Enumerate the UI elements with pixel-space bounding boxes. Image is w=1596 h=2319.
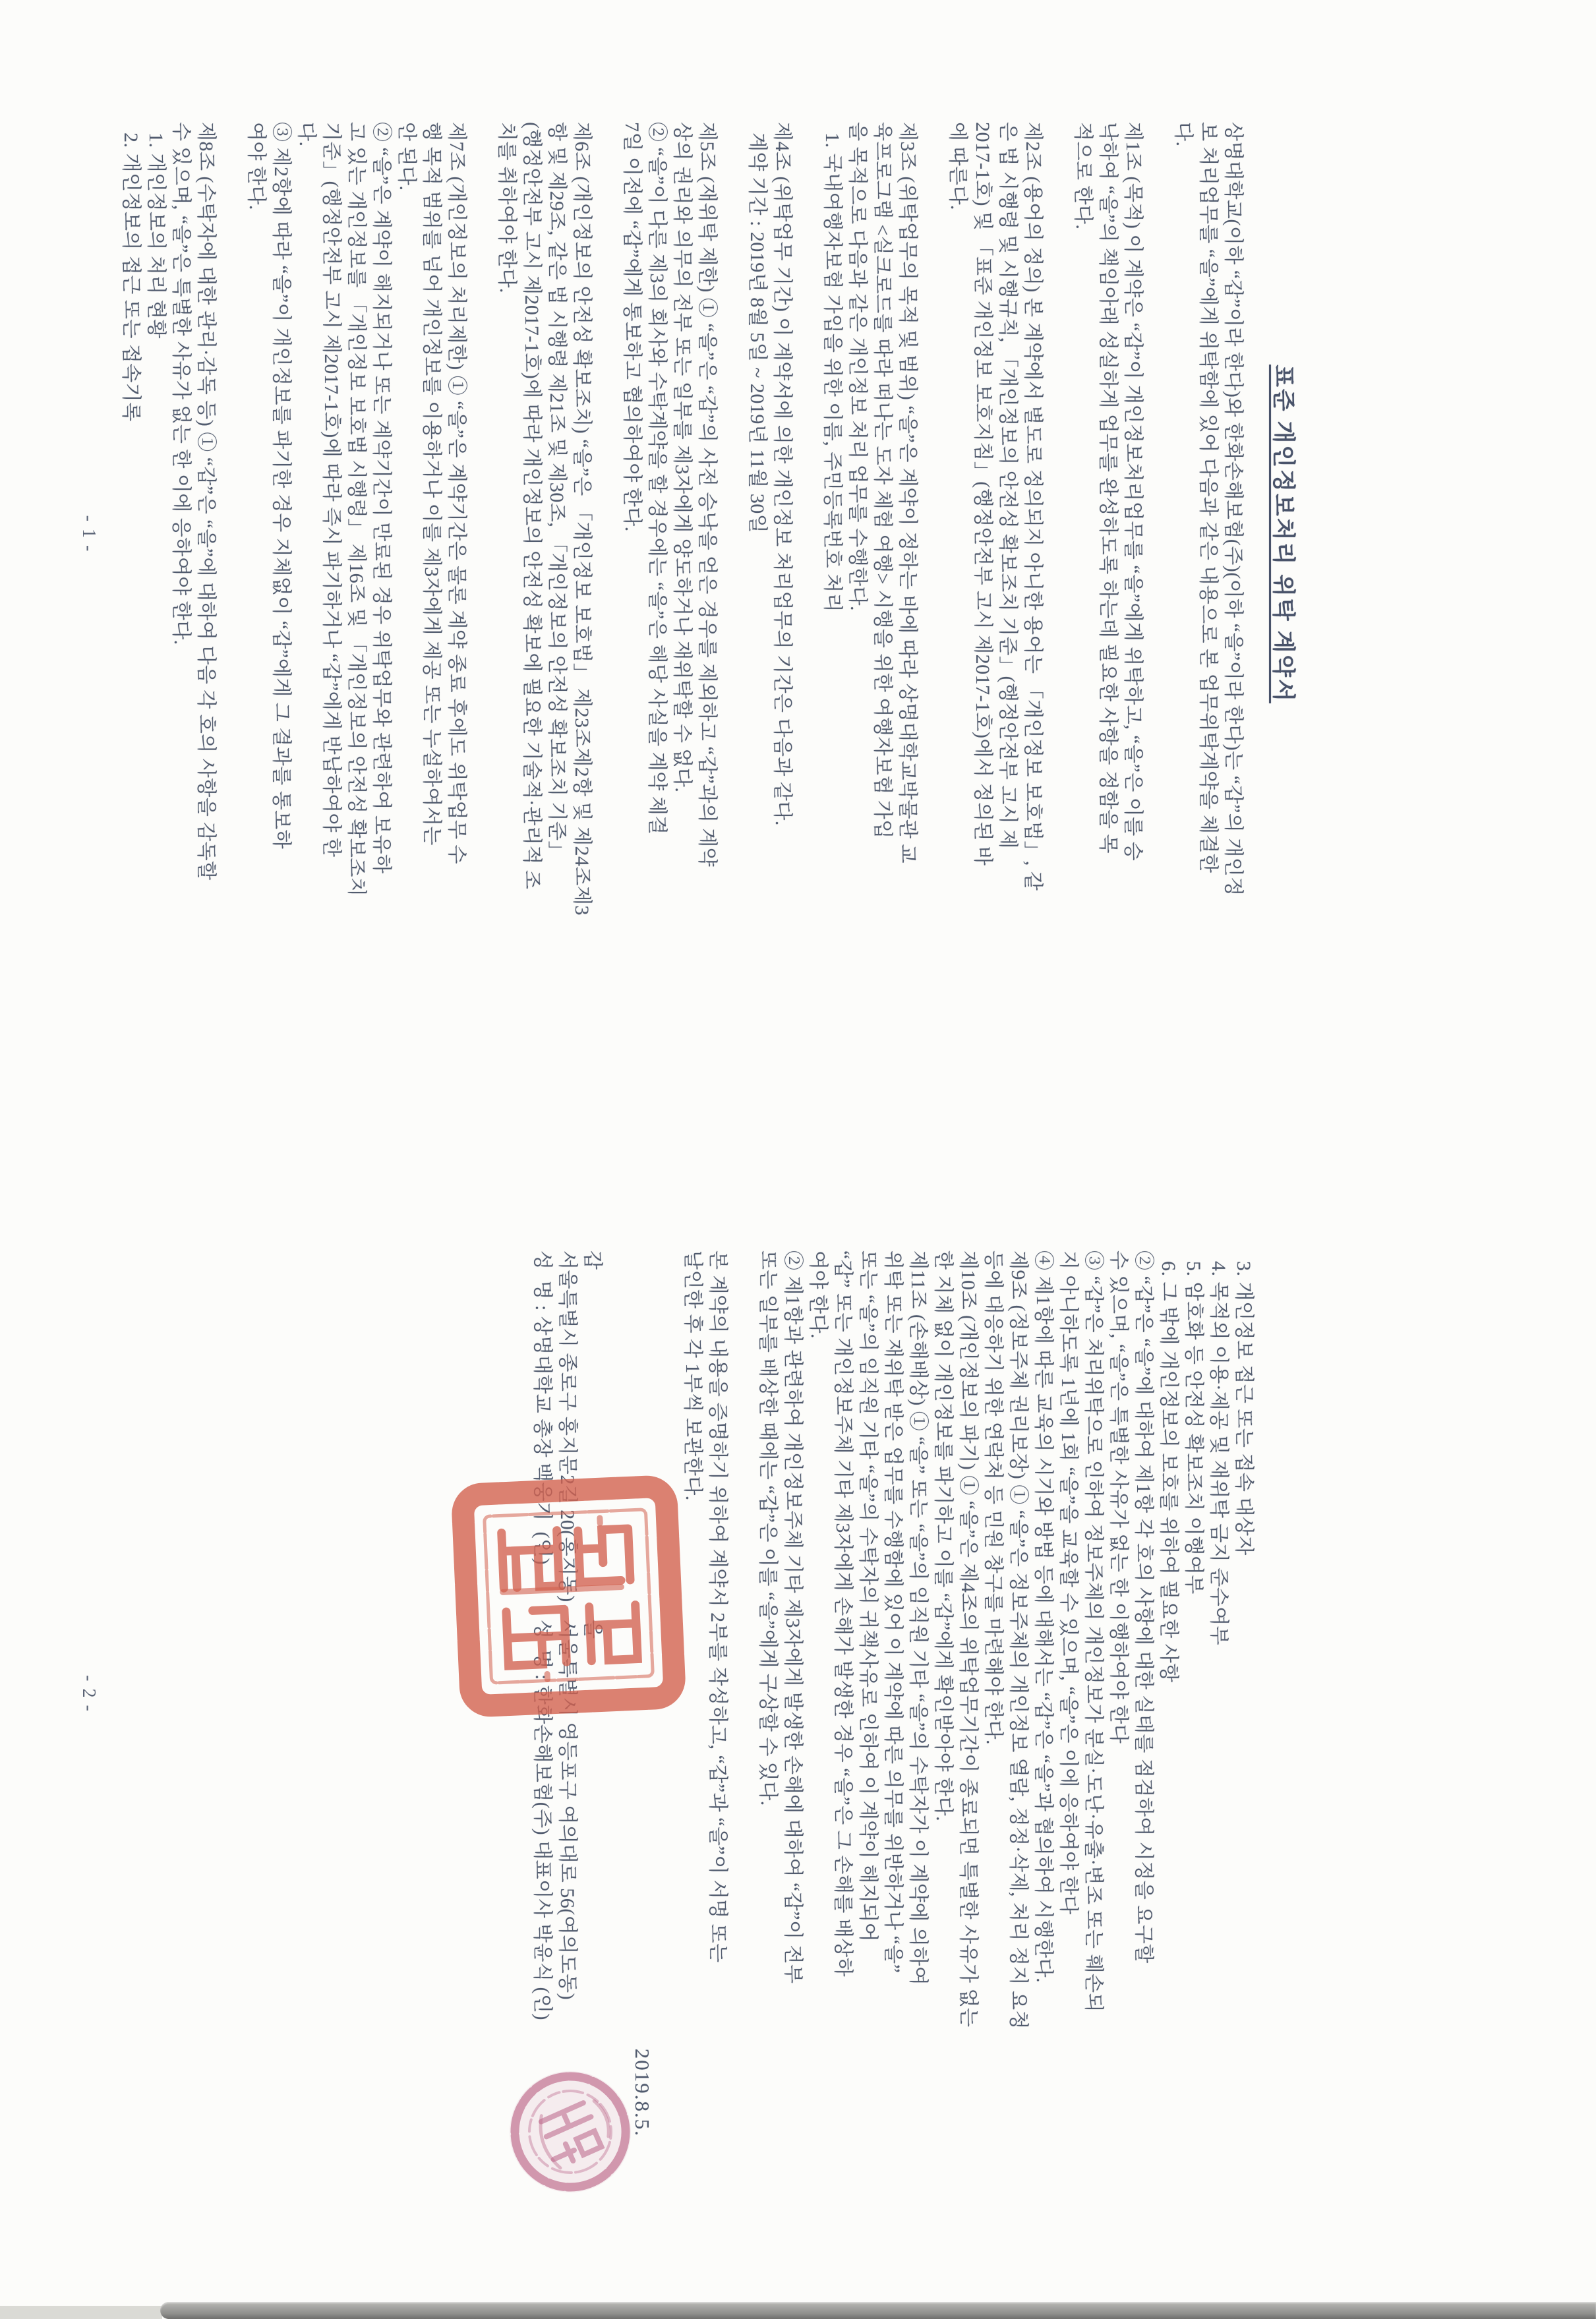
contract-line: 상명대학교(이하 “갑”이라 한다)와 한화손해보험(주)(이하 “을”이라 한다)는 “갑”의 개인정 (1222, 122, 1244, 896)
contract-line: 6. 그 밖에 개인정보의 보호를 위하여 필요한 사항 (1158, 1250, 1179, 1683)
contract-line: 상의 권리와 의무의 전부 또는 일부를 제3자에게 양도하거나 재위탁할 수 없다. (671, 122, 693, 793)
contract-line: 등에 대응하기 위한 연락처 등 민원 창구를 마련해야 한다. (982, 1250, 1004, 1746)
spacer-line (469, 122, 494, 946)
page-2-body (655, 1250, 1256, 2137)
contract-line: ② “을”이 다른 제3의 회사와 수탁계약을 할 경우에는 “을”은 해당 사실을 계약 체결 (646, 122, 668, 835)
contract-line: 7일 이전에 “갑”에게 통보하고 협의하여야 한다. (621, 122, 643, 532)
contract-line: 2017-1호) 및 「표준 개인정보 보호지침」(행정안전부 고시 제2017-1호)에서 정의된 바 (972, 122, 993, 866)
university-square-seal-stamp (450, 1474, 687, 1719)
spacer-line (719, 122, 744, 946)
scanner-edge-shadow (0, 2306, 162, 2319)
contract-line: 안 된다. (396, 122, 417, 191)
spacer-line (594, 122, 619, 946)
scanner-edge-bar (160, 2302, 1596, 2319)
party-eul-address: 서울특별시 영등포구 여의대로 56(여의도동) (556, 1620, 578, 2001)
contract-line: 2. 개인정보의 접근 또는 접속기록 (120, 122, 142, 422)
spacer-line (1045, 122, 1070, 946)
scanner-edge-area (0, 2302, 1596, 2319)
contract-line: 을 목적으로 다음과 같은 개인정보 처리 업무를 수행한다. (846, 122, 868, 612)
contract-line: ③ 제2항에 따라 “을”이 개인정보를 파기한 경우 지체없이 “갑”에게 그 결과를 통보하 (270, 122, 292, 850)
contract-line: 제4조 (위탁업무 기간) 이 계약서에 의한 개인정보 처리업무의 기간은 다음과 같다. (771, 122, 793, 826)
page-1-content (118, 122, 1295, 946)
contract-line: 제7조 (개인정보의 처리제한) ① “을”은 계약기간은 물론 계약 종료 후에도 위탁업무 수 (446, 122, 467, 864)
contract-line: 본 계약의 내용을 증명하기 위하여 계약서 2부를 작성하고, “갑”과 “을”이 서명 또는 (707, 1250, 728, 1963)
contract-line: “갑” 또는 개인정보주체 기타 제3자에게 손해가 발생한 경우 “을”은 그 손해를 배상하 (832, 1250, 854, 1978)
contract-title: 표준 개인정보처리 위탁 계약서 (1270, 365, 1296, 703)
contract-line: 1. 개인정보의 처리 현황 (145, 122, 167, 339)
spacer-line (218, 122, 243, 946)
contract-line: 제10조 (개인정보의 파기) ① “을”은 제4조의 위탁업무기간이 종료되면 특별한 사유가 없는 (957, 1250, 979, 2028)
contract-line: 수 있으며, “을”은 특별한 사유가 없는 한 이행하여야 한다 (1108, 1250, 1129, 1744)
spacer-line (1245, 122, 1270, 946)
contract-line: 계약 기간 : 2019년 8월 5일 ~ 2019년 11월 30일 (746, 122, 768, 534)
contract-line: 은 법 시행령 및 시행규칙, 「개인정보의 안전성 확보조치 기준」(행정안전부 고시 제 (997, 122, 1019, 849)
contract-line: 지 아니하도록 1년에 1회 “을”을 교육할 수 있으며, “을”은 이에 응하여야 한다 (1057, 1250, 1079, 1915)
contract-line: 적으로 한다. (1072, 122, 1094, 230)
contract-line: ④ 제1항에 따른 교육의 시기와 방법 등에 대해서는 “갑”은 “을”과 협의하여 시행한다. (1032, 1250, 1054, 1983)
page-number-1: - 1 - (78, 515, 99, 553)
contract-line: 제2조 (용어의 정의) 본 계약에서 별도로 정의되지 아니한 용어는 「개인정보 보호법」, 같 (1022, 122, 1044, 891)
contract-line: 제1조 (목적) 이 계약은 “갑”이 개인정보처리업무를 “을”에게 위탁하고, “을”은 이를 승 (1122, 122, 1144, 862)
party-gap-name: 성 명 : 상명대학교 총장 백웅기 (인) (531, 1250, 553, 1566)
spacer-line (920, 122, 945, 946)
contract-line: 낙하여 “을”의 책임아래 성실하게 업무를 완성하도록 하는데 필요한 사항을 정함을 목 (1097, 122, 1119, 854)
contract-line: 다. (1172, 122, 1194, 147)
contract-line: 또는 “을”의 임직원 기타 “을”의 수탁자의 귀책사유로 인하여 이 계약이 해지되어 (857, 1250, 879, 1943)
contract-line: 1. 국내여행자보험 가입을 위한 이름, 주민등록번호 처리 (821, 122, 843, 613)
contract-page-2 (0, 1129, 1596, 2257)
spacer-line (1145, 122, 1170, 946)
contract-line: 수 있으며, “을”은 특별한 사유가 없는 한 이에 응하여야 한다. (170, 122, 192, 645)
spacer-line (794, 122, 819, 946)
contract-line: (행정안전부 고시 제2017-1호)에 따라 개인정보의 안전성 확보에 필요한 기술적·관리적 조 (521, 122, 543, 890)
contract-line: 제8조 (수탁자에 대한 관리·감독 등) ① “갑”은 “을”에 대하여 다음 각 호의 사항을 감독할 (195, 122, 217, 881)
contract-line: 행 목적 범위를 넘어 개인정보를 이용하거나 이를 제3자에게 제공 또는 누설하여서는 (421, 122, 442, 846)
contract-line: 제5조 (재위탁 제한) ① “을”은 “갑”의 사전 승낙을 얻은 경우를 제외하고 “갑”과의 계약 (696, 122, 718, 867)
contract-line: 제11조 (손해배상) ① “을” 또는 “을”의 임직원 기타 “을”의 수탁자가 이 계약에 의하여 (907, 1250, 929, 1986)
contract-line: 제3조 (위탁업무의 목적 및 범위) “을”은 계약이 정하는 바에 따라 상명대학교박물관 교 (897, 122, 918, 864)
page-1-body (118, 122, 1245, 946)
contract-line: 여야 한다. (245, 122, 267, 210)
contract-line: 3. 개인정보 접근 또는 접속 대상자 (1233, 1250, 1255, 1556)
contract-line: ② “갑”은 “을”에 대하여 제1항 각 호의 사항에 대한 실태를 점검하여 시정을 요구할 (1133, 1250, 1154, 1964)
spacer-line (730, 1250, 755, 2137)
page-number-2: - 2 - (78, 1675, 99, 1713)
contract-line: 여야 한다. (807, 1250, 829, 1339)
contract-line: 고 있는 개인정보를 「개인정보 보호법 시행령」 제16조 및 「개인정보의 안전성 확보조치 (345, 122, 367, 897)
contract-line: 제9조 (정보주체 권리보장) ① “을”은 정보주체의 개인정보 열람, 정정·삭제, 처리 정지 요청 (1007, 1250, 1029, 2030)
contract-line: 에 따른다. (947, 122, 968, 210)
contract-line: 날인한 후 각 1부씩 보관한다. (682, 1250, 703, 1501)
contract-line: 다. (295, 122, 317, 147)
contract-line: 육프로그램 <실크로드를 따라 떠나는 도자 체험 여행> 시행을 위한 여행자보험 가입 (872, 122, 893, 839)
signing-date: 2019.8.5. (631, 2048, 654, 2137)
party-eul-label: 을 (581, 1620, 603, 1639)
contract-line: 기준」(행정안전부 고시 제2017-1호)에 따라 즉시 파기하거나 “갑”에게 반납하여야 한 (320, 122, 342, 858)
contract-line: 위탁 또는 재위탁 받은 업무를 수행함에 있어 이 계약에 따른 의무를 위반하거나 “을” (882, 1250, 904, 1974)
party-eul-name: 성 명 : 한화손해보험(주) 대표이사 박윤식 (인) (531, 1620, 553, 2020)
contract-line: 4. 목적외 이용·제공 및 재위탁 금지 준수여부 (1208, 1250, 1229, 1646)
contract-line: ② 제1항과 관련하여 개인정보주체 기타 제3자에게 발생한 손해에 대하여 “갑”이 전부 (782, 1250, 804, 1984)
contract-line: ③ “갑”은 처리위탁으로 인하여 정보주체의 개인정보가 분실·도난·유출·변조 또는 훼손되 (1082, 1250, 1104, 2012)
party-gap-label: 갑 (581, 1250, 603, 1270)
contract-line: ② “을”은 계약이 해지되거나 또는 계약기간이 만료된 경우 위탁업무와 관련하여 보유하 (370, 122, 392, 874)
contract-page-1 (0, 0, 1596, 1129)
contract-line: 항 및 제29조, 같은 법 시행령 제21조 및 제30조, 「개인정보의 안전성 확보조치 기준」 (546, 122, 568, 861)
contract-line: 한 지체 없이 개인정보를 파기하고 이를 “갑”에게 확인받아야 한다. (932, 1250, 954, 1822)
party-gap-address: 서울특별시 종로구 홍지문2길 20(홍지동) (556, 1250, 578, 1602)
contract-line: 또는 일부를 배상한 때에는 “갑”은 이를 “을”에게 구상할 수 있다. (757, 1250, 779, 1806)
contract-line: 보 처리업무를 “을”에게 위탁함에 있어 다음과 같은 내용으로 본 업무위탁계약을 체결한 (1197, 122, 1219, 873)
contract-line: 제6조 (개인정보의 안전성 확보조치) “을”은 「개인정보 보호법」 제23조제2항 및 제24조제3 (571, 122, 593, 916)
contract-line: 5. 암호화 등 안전성 확보조치 이행여부 (1183, 1250, 1204, 1595)
contract-line: 치를 취하여야 한다. (496, 122, 517, 293)
